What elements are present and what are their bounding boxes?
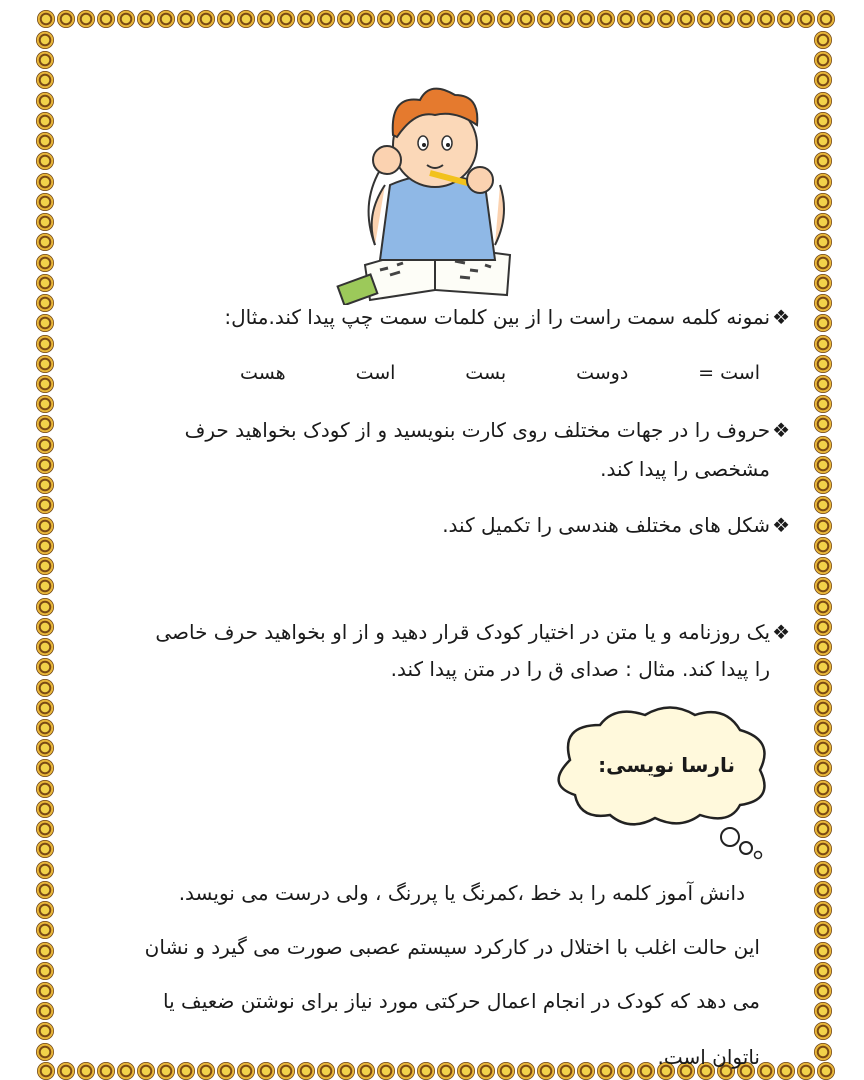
flower-ornament-icon	[36, 982, 54, 1000]
flower-ornament-icon	[557, 10, 575, 28]
flower-ornament-icon	[36, 679, 54, 697]
flower-ornament-icon	[257, 10, 275, 28]
flower-ornament-icon	[814, 415, 832, 433]
flower-ornament-icon	[36, 739, 54, 757]
flower-ornament-icon	[36, 598, 54, 616]
flower-ornament-icon	[637, 10, 655, 28]
flower-ornament-icon	[814, 395, 832, 413]
flower-ornament-icon	[597, 10, 615, 28]
flower-ornament-icon	[36, 456, 54, 474]
flower-ornament-icon	[36, 92, 54, 110]
flower-ornament-icon	[777, 10, 795, 28]
flower-ornament-icon	[397, 10, 415, 28]
flower-ornament-icon	[36, 173, 54, 191]
flower-ornament-icon	[814, 233, 832, 251]
flower-ornament-icon	[817, 10, 835, 28]
flower-ornament-icon	[357, 1062, 375, 1080]
flower-ornament-icon	[217, 1062, 235, 1080]
example-word: دوست	[576, 362, 629, 384]
flower-ornament-icon	[36, 658, 54, 676]
example-word: بست	[465, 362, 507, 384]
flower-ornament-icon	[814, 861, 832, 879]
flower-ornament-icon	[36, 901, 54, 919]
flower-ornament-icon	[814, 355, 832, 373]
example-word-row	[240, 362, 760, 384]
flower-ornament-icon	[36, 557, 54, 575]
flower-ornament-icon	[814, 274, 832, 292]
flower-ornament-icon	[814, 800, 832, 818]
flower-ornament-icon	[814, 132, 832, 150]
flower-ornament-icon	[814, 537, 832, 555]
flower-ornament-icon	[36, 1043, 54, 1061]
flower-ornament-icon	[36, 962, 54, 980]
flower-ornament-icon	[814, 51, 832, 69]
flower-ornament-icon	[517, 1062, 535, 1080]
bullet-icon: ❖	[772, 620, 790, 644]
flower-ornament-icon	[36, 800, 54, 818]
flower-ornament-icon	[317, 10, 335, 28]
flower-ornament-icon	[36, 31, 54, 49]
flower-ornament-icon	[277, 10, 295, 28]
flower-ornament-icon	[197, 10, 215, 28]
border-right	[814, 30, 832, 1062]
paragraph-line-4: ناتوان است.	[657, 1045, 760, 1069]
flower-ornament-icon	[814, 71, 832, 89]
flower-ornament-icon	[814, 375, 832, 393]
flower-ornament-icon	[814, 254, 832, 272]
flower-ornament-icon	[797, 10, 815, 28]
border-top	[36, 10, 832, 28]
flower-ornament-icon	[814, 294, 832, 312]
flower-ornament-icon	[36, 820, 54, 838]
flower-ornament-icon	[814, 699, 832, 717]
flower-ornament-icon	[36, 51, 54, 69]
flower-ornament-icon	[814, 577, 832, 595]
flower-ornament-icon	[36, 921, 54, 939]
flower-ornament-icon	[36, 537, 54, 555]
flower-ornament-icon	[36, 254, 54, 272]
flower-ornament-icon	[36, 861, 54, 879]
flower-ornament-icon	[814, 840, 832, 858]
flower-ornament-icon	[177, 10, 195, 28]
flower-ornament-icon	[177, 1062, 195, 1080]
flower-ornament-icon	[377, 10, 395, 28]
flower-ornament-icon	[37, 1062, 55, 1080]
paragraph-line-3: می دهد که کودک در انجام اعمال حرکتی مورد نیاز برای نوشتن ضعیف یا	[163, 989, 760, 1013]
flower-ornament-icon	[814, 476, 832, 494]
flower-ornament-icon	[36, 840, 54, 858]
flower-ornament-icon	[617, 10, 635, 28]
flower-ornament-icon	[477, 10, 495, 28]
flower-ornament-icon	[637, 1062, 655, 1080]
flower-ornament-icon	[36, 942, 54, 960]
flower-ornament-icon	[36, 395, 54, 413]
flower-ornament-icon	[377, 1062, 395, 1080]
flower-ornament-icon	[814, 314, 832, 332]
flower-ornament-icon	[517, 10, 535, 28]
flower-ornament-icon	[814, 598, 832, 616]
flower-ornament-icon	[337, 10, 355, 28]
flower-ornament-icon	[677, 10, 695, 28]
flower-ornament-icon	[36, 314, 54, 332]
instruction-item-2-cont: مشخصی را پیدا کند.	[600, 457, 770, 481]
flower-ornament-icon	[36, 274, 54, 292]
worksheet-content	[60, 40, 790, 1069]
flower-ornament-icon	[237, 1062, 255, 1080]
flower-ornament-icon	[36, 335, 54, 353]
flower-ornament-icon	[814, 780, 832, 798]
flower-ornament-icon	[814, 982, 832, 1000]
flower-ornament-icon	[357, 10, 375, 28]
flower-ornament-icon	[57, 10, 75, 28]
flower-ornament-icon	[77, 10, 95, 28]
flower-ornament-icon	[814, 942, 832, 960]
flower-ornament-icon	[36, 780, 54, 798]
flower-ornament-icon	[36, 294, 54, 312]
flower-ornament-icon	[317, 1062, 335, 1080]
flower-ornament-icon	[457, 1062, 475, 1080]
flower-ornament-icon	[36, 375, 54, 393]
instruction-item-4: ❖یک روزنامه و یا متن در اختیار کودک قرار دهید و از او بخواهید حرف خاصی	[155, 620, 790, 644]
flower-ornament-icon	[217, 10, 235, 28]
flower-ornament-icon	[237, 10, 255, 28]
flower-ornament-icon	[697, 10, 715, 28]
instruction-item-2: ❖حروف را در جهات مختلف روی کارت بنویسید و از کودک بخواهید حرف	[184, 418, 790, 442]
flower-ornament-icon	[814, 496, 832, 514]
flower-ornament-icon	[814, 173, 832, 191]
paragraph-line-2: این حالت اغلب با اختلال در کارکرد سیستم عصبی صورت می گیرد و نشان	[144, 935, 760, 959]
flower-ornament-icon	[137, 1062, 155, 1080]
flower-ornament-icon	[814, 213, 832, 231]
flower-ornament-icon	[757, 10, 775, 28]
flower-ornament-icon	[36, 496, 54, 514]
flower-ornament-icon	[337, 1062, 355, 1080]
flower-ornament-icon	[597, 1062, 615, 1080]
flower-ornament-icon	[297, 1062, 315, 1080]
flower-ornament-icon	[497, 1062, 515, 1080]
flower-ornament-icon	[814, 112, 832, 130]
flower-ornament-icon	[814, 335, 832, 353]
flower-ornament-icon	[814, 152, 832, 170]
flower-ornament-icon	[814, 658, 832, 676]
flower-ornament-icon	[297, 10, 315, 28]
bullet-icon: ❖	[772, 305, 790, 329]
flower-ornament-icon	[477, 1062, 495, 1080]
flower-ornament-icon	[36, 132, 54, 150]
flower-ornament-icon	[814, 881, 832, 899]
flower-ornament-icon	[737, 10, 755, 28]
flower-ornament-icon	[657, 10, 675, 28]
flower-ornament-icon	[814, 759, 832, 777]
flower-ornament-icon	[814, 739, 832, 757]
flower-ornament-icon	[36, 1022, 54, 1040]
flower-ornament-icon	[36, 577, 54, 595]
flower-ornament-icon	[137, 10, 155, 28]
cloud-title: نارسا نویسی:	[598, 753, 735, 777]
bullet-icon: ❖	[772, 513, 790, 537]
flower-ornament-icon	[537, 1062, 555, 1080]
example-word: است	[355, 362, 396, 384]
flower-ornament-icon	[397, 1062, 415, 1080]
flower-ornament-icon	[36, 476, 54, 494]
flower-ornament-icon	[797, 1062, 815, 1080]
paragraph-line-1: دانش آموز کلمه را بد خط ،کمرنگ یا پررنگ ، ولی درست می نویسد.	[178, 881, 745, 905]
flower-ornament-icon	[117, 10, 135, 28]
flower-ornament-icon	[814, 31, 832, 49]
flower-ornament-icon	[117, 1062, 135, 1080]
flower-ornament-icon	[777, 1062, 795, 1080]
flower-ornament-icon	[97, 10, 115, 28]
flower-ornament-icon	[577, 10, 595, 28]
flower-ornament-icon	[814, 618, 832, 636]
flower-ornament-icon	[157, 10, 175, 28]
flower-ornament-icon	[814, 517, 832, 535]
flower-ornament-icon	[36, 618, 54, 636]
flower-ornament-icon	[437, 1062, 455, 1080]
instruction-item-4-cont: را پیدا کند. مثال : صدای ق را در متن پیدا کند.	[390, 657, 770, 681]
flower-ornament-icon	[37, 10, 55, 28]
flower-ornament-icon	[814, 679, 832, 697]
flower-ornament-icon	[36, 436, 54, 454]
border-left	[36, 30, 54, 1062]
boy-studying-illustration	[335, 65, 535, 305]
flower-ornament-icon	[814, 921, 832, 939]
flower-ornament-icon	[814, 193, 832, 211]
flower-ornament-icon	[77, 1062, 95, 1080]
flower-ornament-icon	[814, 1022, 832, 1040]
flower-ornament-icon	[36, 233, 54, 251]
flower-ornament-icon	[617, 1062, 635, 1080]
flower-ornament-icon	[36, 355, 54, 373]
flower-ornament-icon	[257, 1062, 275, 1080]
instruction-item-1: ❖نمونه کلمه سمت راست را از بین کلمات سمت چپ پیدا کند.مثال:	[224, 305, 790, 329]
flower-ornament-icon	[36, 719, 54, 737]
flower-ornament-icon	[497, 10, 515, 28]
flower-ornament-icon	[814, 1002, 832, 1020]
flower-ornament-icon	[814, 962, 832, 980]
flower-ornament-icon	[814, 820, 832, 838]
flower-ornament-icon	[457, 10, 475, 28]
flower-ornament-icon	[36, 71, 54, 89]
flower-ornament-icon	[814, 557, 832, 575]
flower-ornament-icon	[814, 719, 832, 737]
flower-ornament-icon	[97, 1062, 115, 1080]
flower-ornament-icon	[814, 638, 832, 656]
flower-ornament-icon	[814, 436, 832, 454]
instruction-item-3: ❖شکل های مختلف هندسی را تکمیل کند.	[442, 513, 790, 537]
flower-ornament-icon	[157, 1062, 175, 1080]
flower-ornament-icon	[537, 10, 555, 28]
example-word: هست	[240, 362, 286, 384]
flower-ornament-icon	[197, 1062, 215, 1080]
flower-ornament-icon	[36, 759, 54, 777]
flower-ornament-icon	[814, 92, 832, 110]
flower-ornament-icon	[36, 193, 54, 211]
flower-ornament-icon	[36, 415, 54, 433]
flower-ornament-icon	[817, 1062, 835, 1080]
bullet-icon: ❖	[772, 418, 790, 442]
flower-ornament-icon	[417, 1062, 435, 1080]
flower-ornament-icon	[277, 1062, 295, 1080]
flower-ornament-icon	[814, 1043, 832, 1061]
example-word: است =	[698, 362, 760, 384]
flower-ornament-icon	[36, 152, 54, 170]
flower-ornament-icon	[36, 213, 54, 231]
flower-ornament-icon	[36, 517, 54, 535]
flower-ornament-icon	[36, 638, 54, 656]
flower-ornament-icon	[36, 881, 54, 899]
flower-ornament-icon	[814, 901, 832, 919]
flower-ornament-icon	[577, 1062, 595, 1080]
flower-ornament-icon	[417, 10, 435, 28]
flower-ornament-icon	[717, 10, 735, 28]
flower-ornament-icon	[36, 1002, 54, 1020]
flower-ornament-icon	[36, 699, 54, 717]
flower-ornament-icon	[36, 112, 54, 130]
flower-ornament-icon	[57, 1062, 75, 1080]
flower-ornament-icon	[437, 10, 455, 28]
flower-ornament-icon	[814, 456, 832, 474]
thought-cloud	[540, 700, 780, 860]
flower-ornament-icon	[557, 1062, 575, 1080]
